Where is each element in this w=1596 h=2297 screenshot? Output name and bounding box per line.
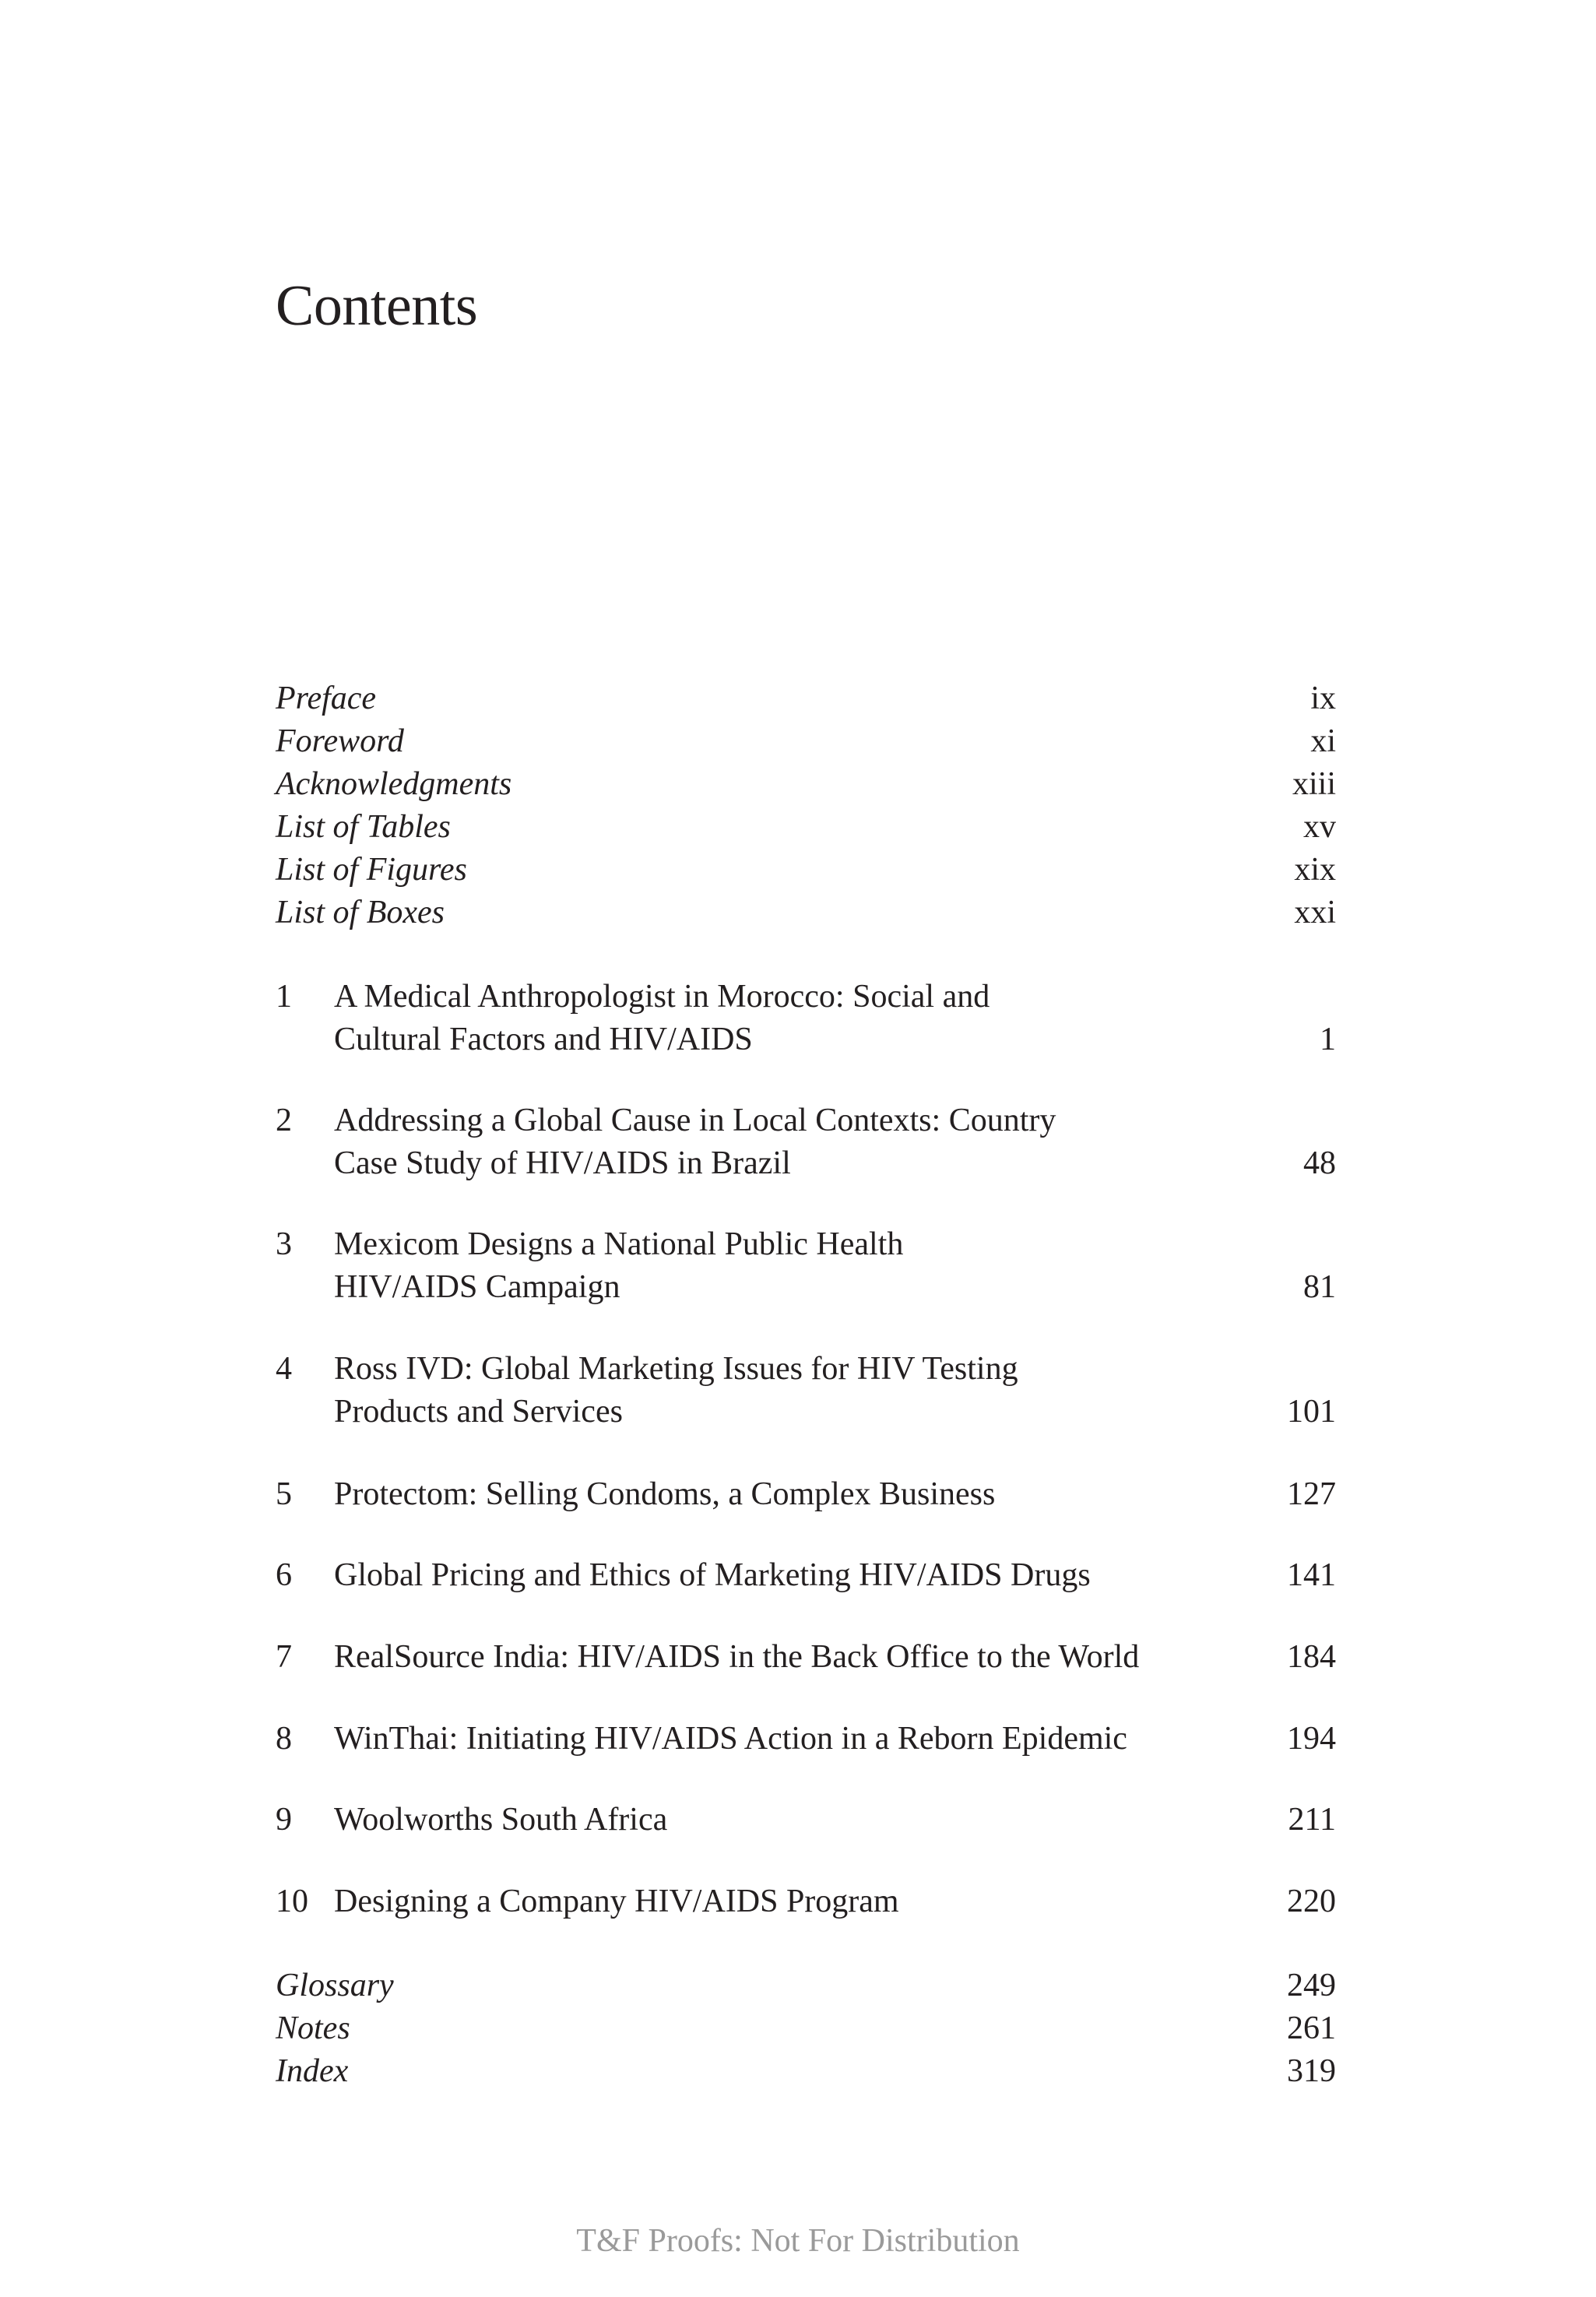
chapter-number: 9 [276, 1802, 292, 1838]
chapter-page-number: 141 [1287, 1557, 1336, 1593]
chapter-title [334, 1799, 1243, 1841]
chapter-title-line: Designing a Company HIV/AIDS Program [334, 1884, 899, 1919]
chapter-number: 6 [276, 1557, 292, 1593]
toc-entry-preface[interactable] [276, 677, 1336, 720]
entry-page-number: xix [1294, 852, 1336, 888]
chapter-page-number: 127 [1287, 1476, 1336, 1512]
chapter-title [334, 976, 1243, 1061]
entry-page-number: xxi [1294, 895, 1336, 930]
chapter-page-number: 48 [1303, 1145, 1336, 1181]
chapter-title-line: Woolworths South Africa [334, 1802, 668, 1838]
chapter-title-line: A Medical Anthropologist in Morocco: Social and [334, 979, 990, 1015]
chapter-title [334, 1880, 1243, 1923]
chapter-title-line: Protectom: Selling Condoms, a Complex Business [334, 1476, 996, 1512]
chapter-title-line: Global Pricing and Ethics of Marketing HIV/AIDS Drugs [334, 1557, 1091, 1593]
chapter-number: 3 [276, 1226, 292, 1262]
chapter-title-line: Addressing a Global Cause in Local Contexts: Country [334, 1103, 1056, 1138]
entry-title: Preface [276, 681, 377, 716]
chapter-title-line: Ross IVD: Global Marketing Issues for HIV Testing [334, 1351, 1018, 1387]
chapter-title-line: Mexicom Designs a National Public Health [334, 1226, 904, 1262]
entry-title: Foreword [276, 723, 404, 759]
toc-chapter-8[interactable] [276, 1718, 1336, 1761]
chapter-title-line: Cultural Factors and HIV/AIDS [334, 1022, 753, 1057]
chapter-title-line: HIV/AIDS Campaign [334, 1269, 620, 1305]
entry-title: List of Figures [276, 852, 467, 888]
proof-footer: T&F Proofs: Not For Distribution [576, 2223, 1020, 2259]
chapter-page-number: 101 [1287, 1394, 1336, 1430]
chapter-title [334, 1473, 1243, 1516]
entry-title: Glossary [276, 1968, 394, 2003]
chapter-number: 5 [276, 1476, 292, 1512]
chapter-number: 7 [276, 1639, 292, 1675]
entry-title: Index [276, 2053, 349, 2089]
chapter-number: 1 [276, 979, 292, 1015]
chapter-page-number: 194 [1287, 1721, 1336, 1757]
chapter-page-number: 184 [1287, 1639, 1336, 1675]
entry-page-number: xi [1310, 723, 1336, 759]
chapter-title-line: RealSource India: HIV/AIDS in the Back Office to the World [334, 1639, 1140, 1675]
chapter-title [334, 1718, 1243, 1761]
page-title: Contents [276, 274, 478, 338]
toc-entry-glossary[interactable] [276, 1965, 1336, 2007]
entry-page-number: 249 [1287, 1968, 1336, 2003]
chapter-page-number: 1 [1320, 1022, 1336, 1057]
toc-chapter-5[interactable] [276, 1473, 1336, 1516]
entry-page-number: 319 [1287, 2053, 1336, 2089]
entry-title: List of Tables [276, 809, 451, 845]
entry-page-number: xiii [1292, 766, 1336, 802]
chapter-page-number: 220 [1287, 1884, 1336, 1919]
chapter-number: 4 [276, 1351, 292, 1387]
chapter-number: 2 [276, 1103, 292, 1138]
toc-chapter-2[interactable] [276, 1099, 1336, 1185]
back-matter-list [276, 1965, 1336, 2093]
entry-page-number: 261 [1287, 2010, 1336, 2046]
entry-title: List of Boxes [276, 895, 445, 930]
chapter-title [334, 1554, 1243, 1597]
chapter-title [334, 1348, 1243, 1433]
toc-chapter-4[interactable] [276, 1348, 1336, 1433]
toc-entry-notes[interactable] [276, 2007, 1336, 2050]
entry-page-number: xv [1303, 809, 1336, 845]
chapter-title [334, 1223, 1243, 1309]
chapter-title [334, 1636, 1243, 1679]
toc-chapter-10[interactable] [276, 1880, 1336, 1923]
toc-chapter-9[interactable] [276, 1799, 1336, 1841]
toc-entry-index[interactable] [276, 2050, 1336, 2093]
toc-chapter-3[interactable] [276, 1223, 1336, 1309]
chapter-title [334, 1099, 1243, 1185]
entry-title: Acknowledgments [276, 766, 512, 802]
toc-chapter-1[interactable] [276, 976, 1336, 1061]
chapter-title-line: Case Study of HIV/AIDS in Brazil [334, 1145, 791, 1181]
chapter-page-number: 81 [1303, 1269, 1336, 1305]
toc-entry-list-of-tables[interactable] [276, 806, 1336, 849]
toc-entry-list-of-boxes[interactable] [276, 892, 1336, 934]
chapter-number: 8 [276, 1721, 292, 1757]
chapter-title-line: WinThai: Initiating HIV/AIDS Action in a Reborn Epidemic [334, 1721, 1127, 1757]
chapter-page-number: 211 [1288, 1802, 1336, 1838]
toc-entry-acknowledgments[interactable] [276, 763, 1336, 806]
toc-chapter-6[interactable] [276, 1554, 1336, 1597]
entry-page-number: ix [1310, 681, 1336, 716]
chapter-number: 10 [276, 1884, 308, 1919]
entry-title: Notes [276, 2010, 350, 2046]
toc-entry-foreword[interactable] [276, 720, 1336, 763]
front-matter-list [276, 677, 1336, 934]
toc-chapter-7[interactable] [276, 1636, 1336, 1679]
toc-entry-list-of-figures[interactable] [276, 849, 1336, 892]
chapter-title-line: Products and Services [334, 1394, 623, 1430]
